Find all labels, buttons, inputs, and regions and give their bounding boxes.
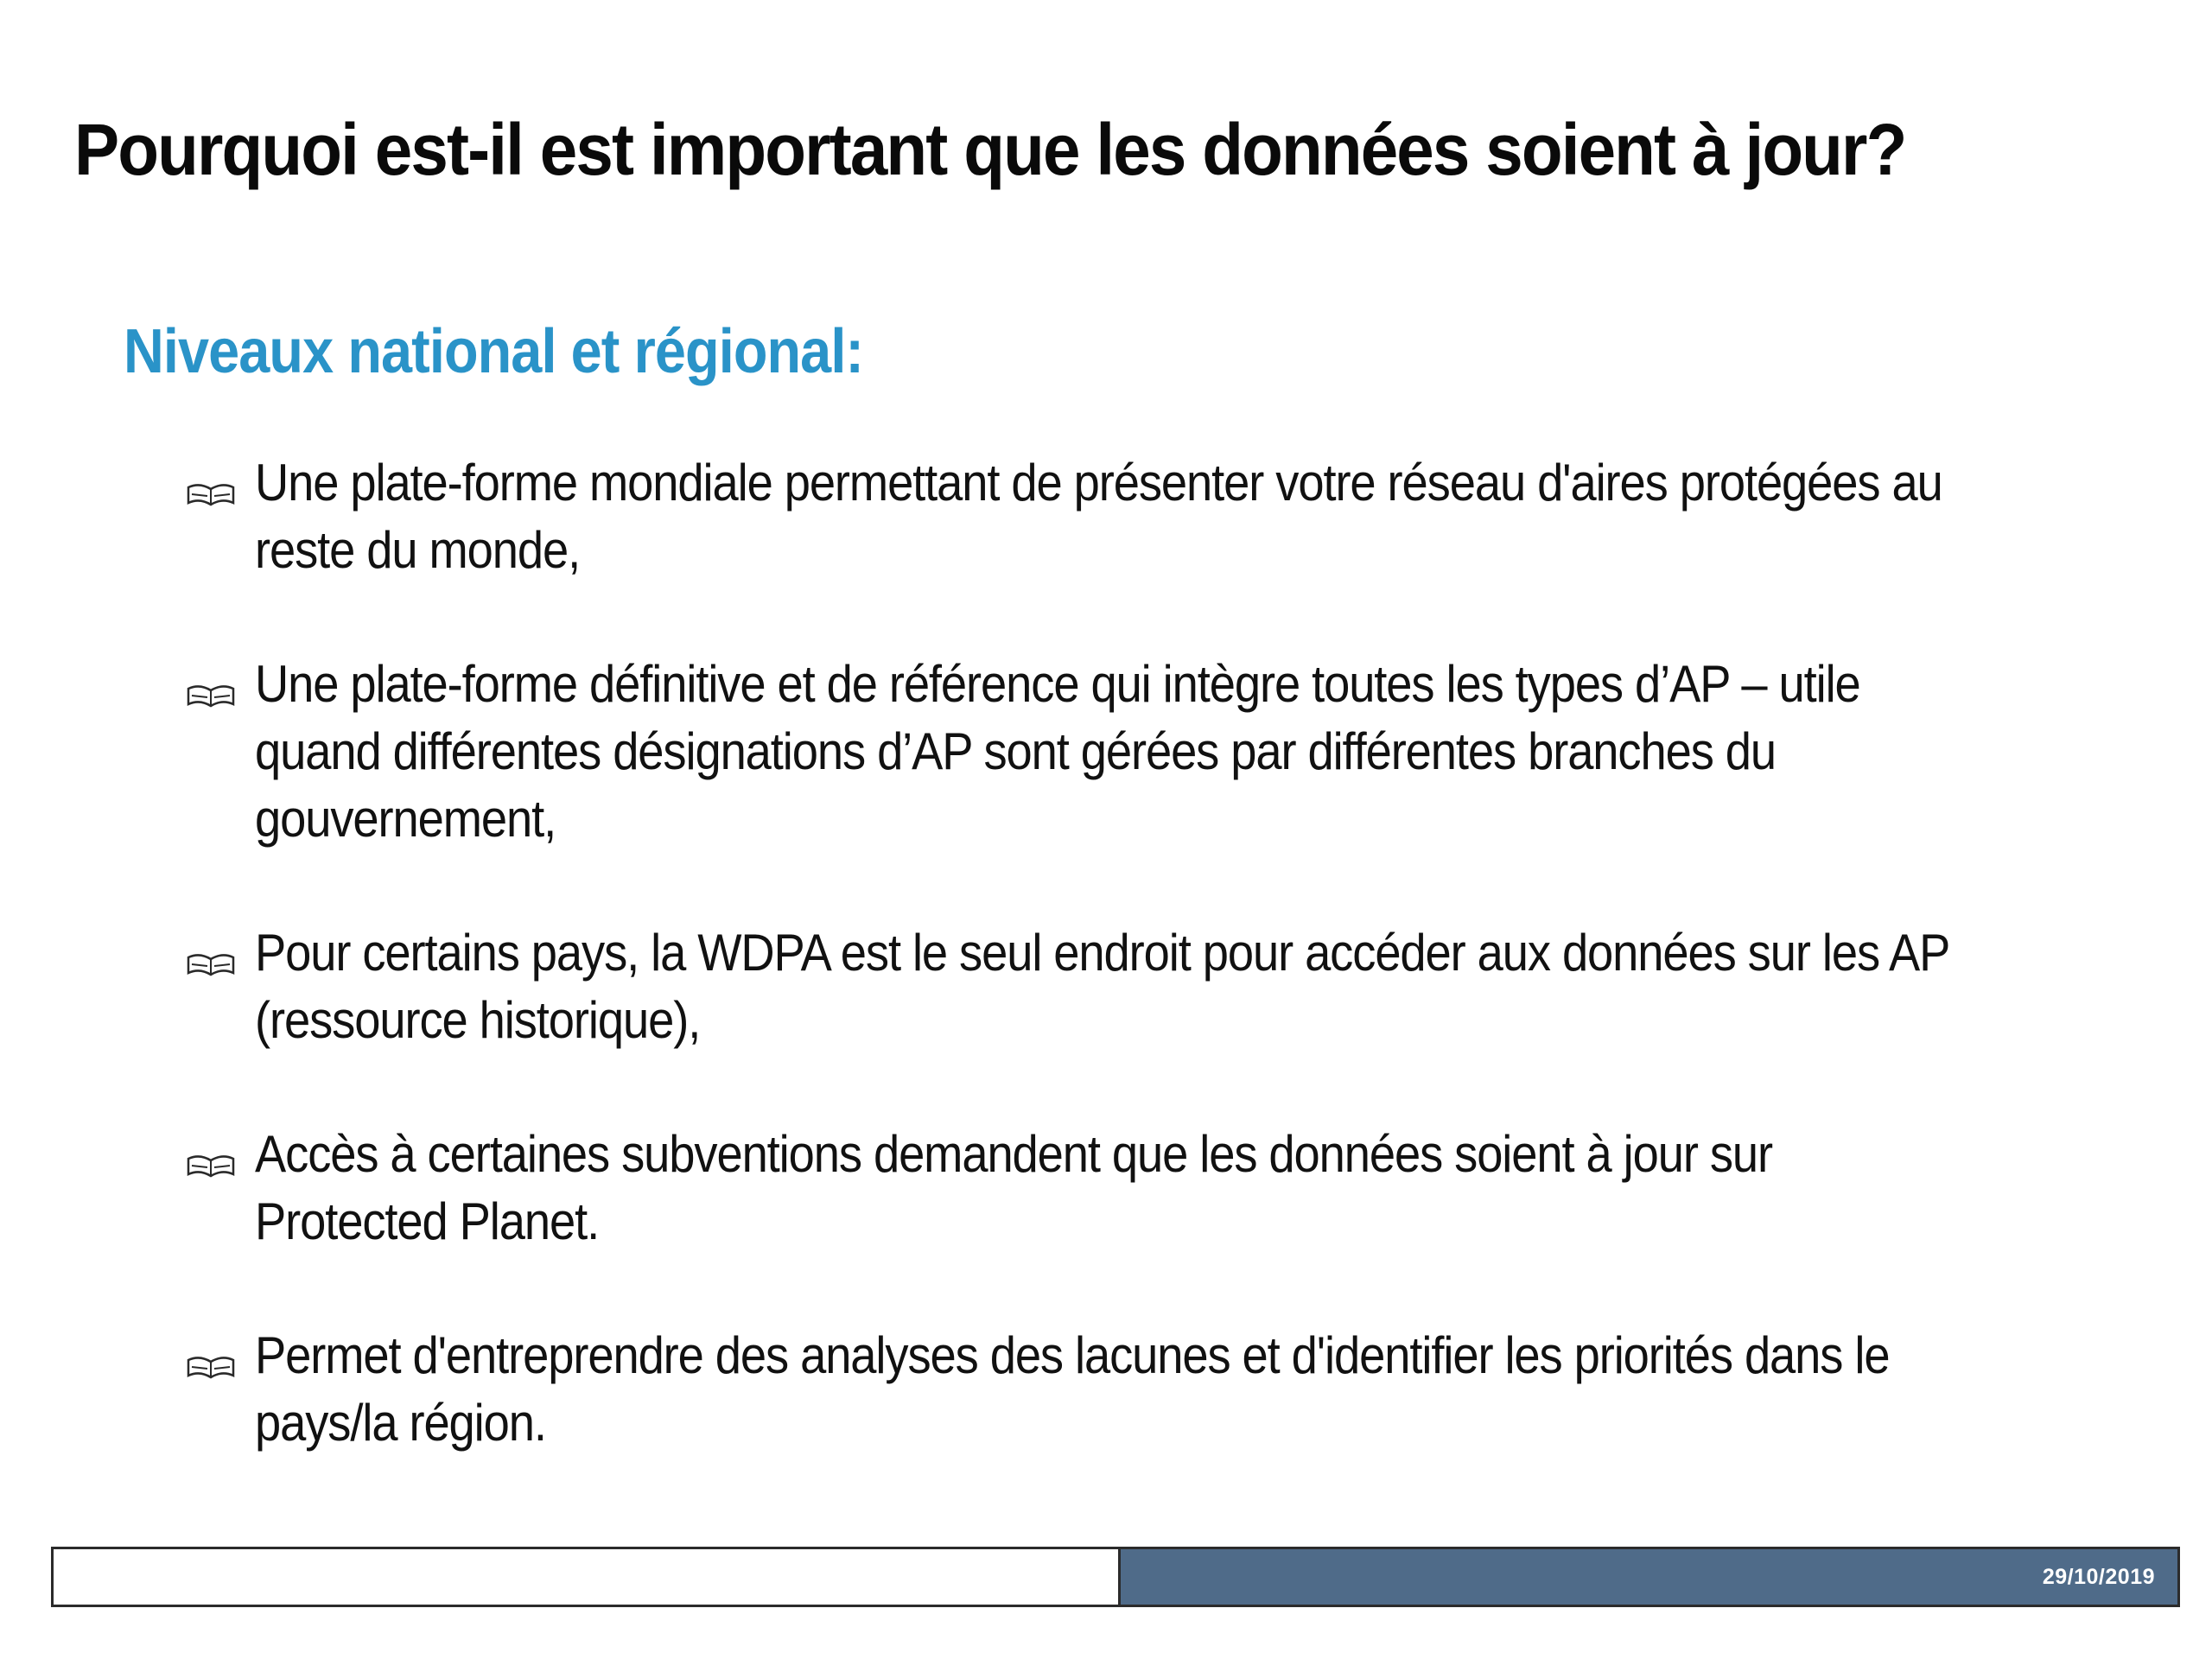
open-book-icon	[185, 678, 237, 713]
footer-bar	[51, 1547, 2180, 1607]
open-book-icon	[185, 947, 237, 982]
bullet-text: Pour certains pays, la WDPA est le seul endroit pour accéder aux données sur les AP (ressource historique),	[255, 924, 1949, 1049]
list-item	[185, 1121, 2138, 1255]
list-item	[185, 919, 2138, 1054]
slide-title: Pourquoi est-il est important que les données soient à jour?	[74, 109, 1906, 190]
footer-left-band	[54, 1549, 1118, 1605]
open-book-icon	[185, 1350, 237, 1384]
section-heading: Niveaux national et régional:	[124, 317, 864, 386]
bullet-text: Accès à certaines subventions demandent que les données soient à jour sur Protected Planet.	[255, 1125, 1773, 1250]
bullet-text: Permet d'entreprendre des analyses des lacunes et d'identifier les priorités dans le pays/la région.	[255, 1326, 1890, 1452]
footer-date: 29/10/2019	[2042, 1564, 2155, 1589]
list-item	[185, 651, 2138, 853]
list-item	[185, 449, 2138, 584]
footer-right-band	[1118, 1549, 2177, 1605]
open-book-icon	[185, 477, 237, 512]
list-item	[185, 1322, 2138, 1457]
bullet-text: Une plate-forme mondiale permettant de présenter votre réseau d'aires protégées au reste du monde,	[255, 454, 1942, 579]
bullet-text: Une plate-forme définitive et de référence qui intègre toutes les types d’AP – utile quand différentes désignations d’AP sont gérées par différentes branches du gouvernement,	[255, 655, 1860, 848]
open-book-icon	[185, 1148, 237, 1183]
